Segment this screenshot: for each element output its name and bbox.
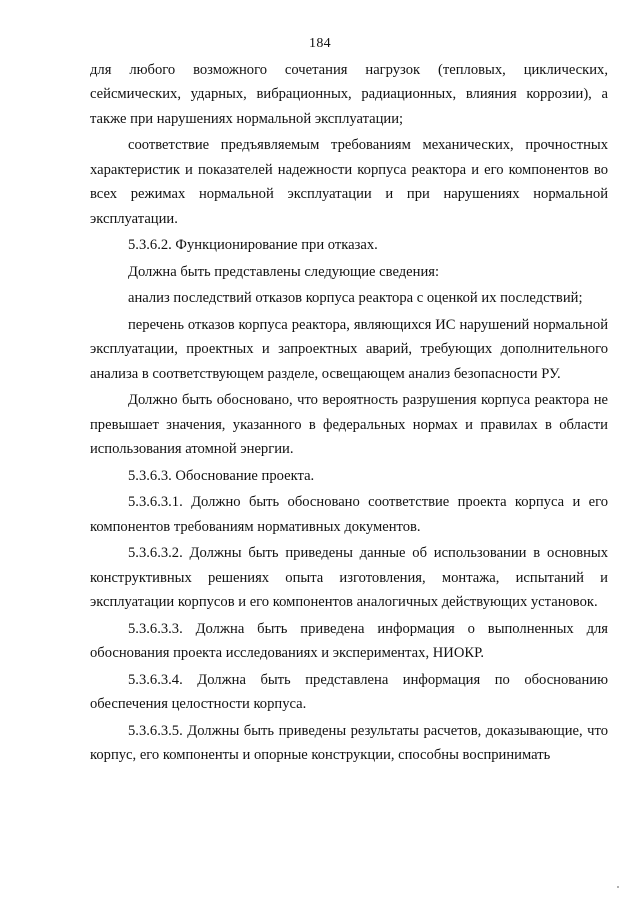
paragraph-failure-analysis: анализ последствий отказов корпуса реактора с оценкой их последствий; (128, 290, 583, 307)
paragraph-required-info: Должна быть представлены следующие сведения: (128, 263, 440, 280)
paragraph-5-3-6-3-2: 5.3.6.3.2. Должны быть приведены данные об использовании в основных конструктивных решениях опыта изготовления, монтажа, испытаний и эксплуатации корпусов и его компонентов аналогичных действующих установок. (90, 545, 608, 611)
paragraph-5-3-6-3-4: 5.3.6.3.4. Должна быть представлена информация по обоснованию обеспечения целостности корпуса. (90, 671, 608, 713)
page-number: 184 (309, 36, 331, 51)
paragraph-requirements-compliance: соответствие предъявляемым требованиям механических, прочностных характеристик и показателей надежности корпуса реактора и его компонентов во всех режимах нормальной эксплуатации и при нарушениях нормальной эксплуатации. (90, 137, 608, 227)
document-body (90, 58, 608, 770)
heading-design-justification: 5.3.6.3. Обоснование проекта. (128, 467, 315, 484)
paragraph-load-combinations: для любого возможного сочетания нагрузок (тепловых, циклических, сейсмических, ударных, вибрационных, радиационных, влияния коррозии), а также при нарушениях нормальной эксплуатации; (90, 62, 608, 127)
scan-artifact (617, 886, 619, 888)
heading-failure-operation: 5.3.6.2. Функционирование при отказах. (128, 237, 378, 254)
paragraph-5-3-6-3-1: 5.3.6.3.1. Должно быть обосновано соответствие проекта корпуса и его компонентов требованиям нормативных документов. (90, 494, 608, 535)
paragraph-5-3-6-3-5: 5.3.6.3.5. Должны быть приведены результаты расчетов, доказывающие, что корпус, его компоненты и опорные конструкции, способны воспринимать (90, 722, 608, 764)
paragraph-5-3-6-3-3: 5.3.6.3.3. Должна быть приведена информация о выполненных для обоснования проекта исследованиях и экспериментах, НИОКР. (90, 620, 608, 662)
paragraph-destruction-probability: Должно быть обосновано, что вероятность разрушения корпуса реактора не превышает значения, указанного в федеральных нормах и правилах в области использования атомной энергии. (90, 392, 608, 458)
paragraph-failure-list: перечень отказов корпуса реактора, являющихся ИС нарушений нормальной эксплуатации, проектных и запроектных аварий, требующих дополнительного анализа в соответствующем разделе, освещающем анализ безопасности РУ. (90, 317, 608, 382)
